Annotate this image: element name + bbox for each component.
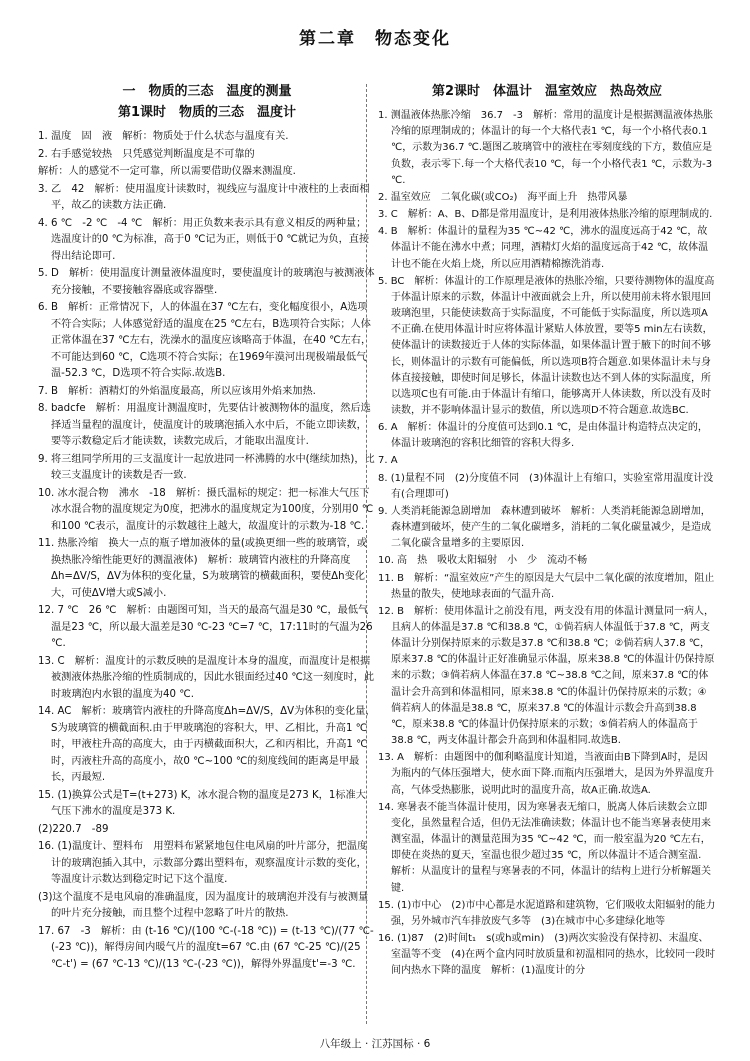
answer-item: 6. A 解析：体温计的分度值可达到0.1 ℃，是由体温计构造特点决定的，体温计玻璃泡的容积比细管的容积大得多. [378,422,708,450]
left-answer-list [38,129,376,973]
section-title: 一 物质的三态 温度的测量 [122,84,292,99]
answer-item: 16. (1)87 (2)时间t₁ s(或h或min) (3)两次实验没有保持初、末温度、室温等不变 (4)在两个盒内同时放质量和初温相同的热水，比较同一段时间内热水下降的温度 解析：(1)温度计的分 [378,932,716,977]
answer-item: 9. 将三组同学所用的三支温度计一起放进同一杯沸腾的水中(继续加热)，比较三支温度计的读数是否一致. [38,453,375,481]
lesson-title-1: 第1课时 物质的三态 温度计 [117,104,297,120]
answer-item: 12. 7 ℃ 26 ℃ 解析：由题图可知，当天的最高气温是30 ℃，最低气温是23 ℃，所以最大温差是30 ℃-23 ℃=7 ℃，17:11时的气温为26 ℃. [38,605,373,649]
chapter-title: 第二章 物态变化 [299,29,451,49]
answer-item: 7. A [378,455,398,467]
answer-item: 11. 热胀冷缩 换大一点的瓶子增加液体的量(或换更细一些的玻璃管，或换热胀冷缩性能更好的测温液体) 解析：玻璃管内液柱的升降高度Δh=ΔV/S，ΔV为体积的变化量，S为玻璃管的横截面积，要使Δh变化大，可使ΔV增大或S减小. [38,538,368,599]
column-divider [366,84,367,1024]
answer-item: 9. 人类消耗能源急剧增加 森林遭到破坏 解析：人类消耗能源急剧增加，森林遭到破坏，使产生的二氧化碳增多，消耗的二氧化碳量减少，是造成二氧化碳含量增多的主要原因. [378,505,711,550]
answer-item: (3)这个温度不是电风扇的准确温度，因为温度计的玻璃泡并没有与被测量的叶片充分接触，而且整个过程中忽略了叶片的散热. [38,891,369,919]
answer-item: 10. 冰水混合物 沸水 -18 解析：摄氏温标的规定：把一标准大气压下冰水混合物的温度规定为0度，把沸水的温度规定为100度，分别用0 ℃和100 ℃表示，温度计的示数越往上越大，故温度计的示数为-18 ℃. [38,487,374,532]
right-column [378,84,716,980]
answer-item: 3. 乙 42 解析：使用温度计读数时，视线应与温度计中液柱的上表面相平，故乙的读数方法正确. [38,183,370,211]
answer-item: 16. (1)温度计、塑料布 用塑料布紧紧地包住电风扇的叶片部分，把温度计的玻璃泡插入其中，示数部分露出塑料布，观察温度计示数的变化，等温度计示数达到稳定时记下这个温度. [38,841,368,885]
answer-item: 1. 温度 固 液 解析：物质处于什么状态与温度有关. [38,131,289,142]
answer-item: 4. 6 ℃ -2 ℃ -4 ℃ 解析：用正负数来表示具有意义相反的两种量；选温度计的0 ℃为标准，高于0 ℃记为正，则低于0 ℃就记为负，直接得出结论即可. [38,217,370,262]
answer-item: 14. AC 解析：玻璃管内液柱的升降高度Δh=ΔV/S，ΔV为体积的变化量，S为玻璃管的横截面积.由于甲玻璃泡的容积大，甲、乙相比，升高1 ℃时，甲液柱升高的高度大，由于丙横截面积大，乙和丙相比，升高1 ℃时，丙液柱升高的高度小，故0 ℃~100 ℃的刻度线间的距离是甲最长，丙最短. [38,706,376,783]
right-answer-list [378,108,716,979]
answer-item: 15. (1)换算公式是T=(t+273) K，冰水混合物的温度是273 K，1标准大气压下沸水的温度是373 K. [38,789,366,817]
answer-item: 15. (1)市中心 (2)市中心都是水泥道路和建筑物，它们吸收太阳辐射的能力强，另外城市汽车排放废气多等 (3)在城市中心多建绿化地等 [378,899,716,927]
page-footer: 八年级上 · 江苏国标 · 6 [319,1038,431,1050]
answer-item: 13. A 解析：由题图中的伽利略温度计知道，当液面由B下降到A时，是因为瓶内的气体压强增大，使水面下降.而瓶内压强增大，是因为外界温度升高，气体受热膨胀，说明此时的温度升高，故A正确.故选A. [378,752,715,796]
answer-item: 4. B 解析：体温计的量程为35 ℃~42 ℃，沸水的温度远高于42 ℃，故体温计不能在沸水中煮；同理，酒精灯火焰的温度远高于42 ℃，故体温计也不能在火焰上烧，所以应用酒精棉擦洗消毒. [378,226,709,270]
answer-item: 2. 右手感觉较热 只凭感觉判断温度是不可靠的 [38,148,255,160]
answer-item: 解析：人的感觉不一定可靠，所以需要借助仪器来测温度. [38,166,296,177]
answer-item: (2)220.7 -89 [38,823,109,835]
answer-item: 11. B 解析：“温室效应”产生的原因是大气层中二氧化碳的浓度增加，阻止热量的散失，使地球表面的气温升高. [378,572,715,600]
answer-item: 1. 测温液体热胀冷缩 36.7 -3 解析：常用的温度计是根据测温液体热胀冷缩的原理制成的；体温计的每一个大格代表1 ℃，每一个小格代表0.1 ℃，示数为36.7 ℃.题图乙玻璃管中的液柱在零刻度线的下方，数值应是负数，表示零下.每一个大格代表10 ℃，每一个小格代表1 ℃，示数为-3 ℃. [378,110,713,186]
answer-item: 17. 67 -3 解析：由 (t-16 ℃)/(100 ℃-(-18 ℃)) = (t-13 ℃)/(77 ℃-(-23 ℃))，解得房间内暖气片的温度t=67 ℃.由 (67 ℃-25 ℃)/(25 ℃-t') = (67 ℃-13 ℃)/(13 ℃-(-23 ℃))，解得外界温度t'=-3 ℃. [38,925,374,970]
answer-item: 10. 高 热 吸收太阳辐射 小 少 流动不畅 [378,555,588,567]
answer-item: 6. B 解析：正常情况下，人的体温在37 ℃左右，变化幅度很小，A选项不符合实际；人体感觉舒适的温度在25 ℃左右，B选项符合实际；人体正常体温在37 ℃左右，洗澡水的温度应该略高于体温，在40 ℃左右，不可能达到60 ℃，C选项不符合实际；在1969年漠河出现极端最低气温-52.3 ℃，D选项不符合实际.故选B. [38,302,372,379]
answer-item: 14. 寒暑表不能当体温计使用，因为寒暑表无缩口，脱离人体后读数会立即变化，虽然量程合适，但仍无法准确读数；体温计也不能当寒暑表使用来测室温，体温计的测量范围为35 ℃~42 ℃，而一般室温为20 ℃左右，即使在炎热的夏天，室温也很少超过35 ℃，所以体温计不适合测室温. 解析：从温度计的量程与寒暑表的不同，体温计的结构上进行分析解题关键. [378,801,712,894]
answer-item: 13. C 解析：温度计的示数反映的是温度计本身的温度，而温度计是根据被测液体热胀冷缩的性质制成的，因此水银面经过40 ℃这一刻度时，此时玻璃泡内水银的温度为40 ℃. [38,655,375,700]
answer-item: 8. badcfe 解析：用温度计测温度时，先要估计被测物体的温度，然后选择适当量程的温度计，使温度计的玻璃泡插入水中后，不能立即读数，要等示数稳定后才能读数，读数完成后，才能取出温度计. [38,403,371,447]
lesson-title-2: 第2课时 体温计 温室效应 热岛效应 [431,84,663,99]
answer-item: 5. BC 解析：体温计的工作原理是液体的热胀冷缩，只要待测物体的温度高于体温计原来的示数，体温计中液面就会上升，所以使用前未将水银甩回玻璃泡里，只能使读数高于实际温度，不可能低于实际温度，所以选项A不正确.在使用体温计时应将体温计紧贴人体放置，要等5 min左右读数，使体温计的读数接近于人体的实际体温，如果体温计置于腋下的时间不够长，则体温计的示数有可能偏低，所以选项B符合题意.如果体温计未与身体直接接触，即使时间足够长，体温计读数也达不到人体的实际温度，所以选项C也有可能.由于体温计有缩口，能够离开人体读数，所以没有及时读数，并不影响体温计显示的数值，所以选项D不符合题意.故选BC. [378,275,715,416]
answer-item: 12. B 解析：使用体温计之前没有甩，两支没有用的体温计测量同一病人，且病人的体温是37.8 ℃和38.8 ℃，①倘若病人体温低于37.8 ℃，两支体温计分别保持原来的示数是37.8 ℃和38.8 ℃；②倘若病人37.8 ℃，原来37.8 ℃的体温计正好准确显示体温，原来38.8 ℃的体温计仍保持原来的示数；③倘若病人体温在37.8 ℃~38.8 ℃之间，原来37.8 ℃的体温计会升高到和体温相同，原来38.8 ℃的体温计仍保持原来的示数；④倘若病人的体温是38.8 ℃，原来37.8 ℃的体温计示数会升高到38.8 ℃，原来38.8 ℃的体温计仍保持原来的示数；⑤倘若病人的体温高于38.8 ℃，两支体温计都会升高到和体温相同.故选B. [378,605,715,747]
answer-item: 3. C 解析：A、B、D都是常用温度计，是利用液体热胀冷缩的原理制成的. [378,209,713,221]
answer-item: 5. D 解析：使用温度计测量液体温度时，要使温度计的玻璃泡与被测液体充分接触，不要接触容器底或容器壁. [38,268,375,296]
left-column [38,84,376,974]
answer-item: 8. (1)量程不同 (2)分度值不同 (3)体温计上有缩口，实验室常用温度计没有(合理即可) [378,472,714,500]
answer-item: 2. 温室效应 二氧化碳(或CO₂) 海平面上升 热带风暴 [378,191,628,203]
answer-item: 7. B 解析：酒精灯的外焰温度最高，所以应该用外焰来加热. [38,385,316,397]
